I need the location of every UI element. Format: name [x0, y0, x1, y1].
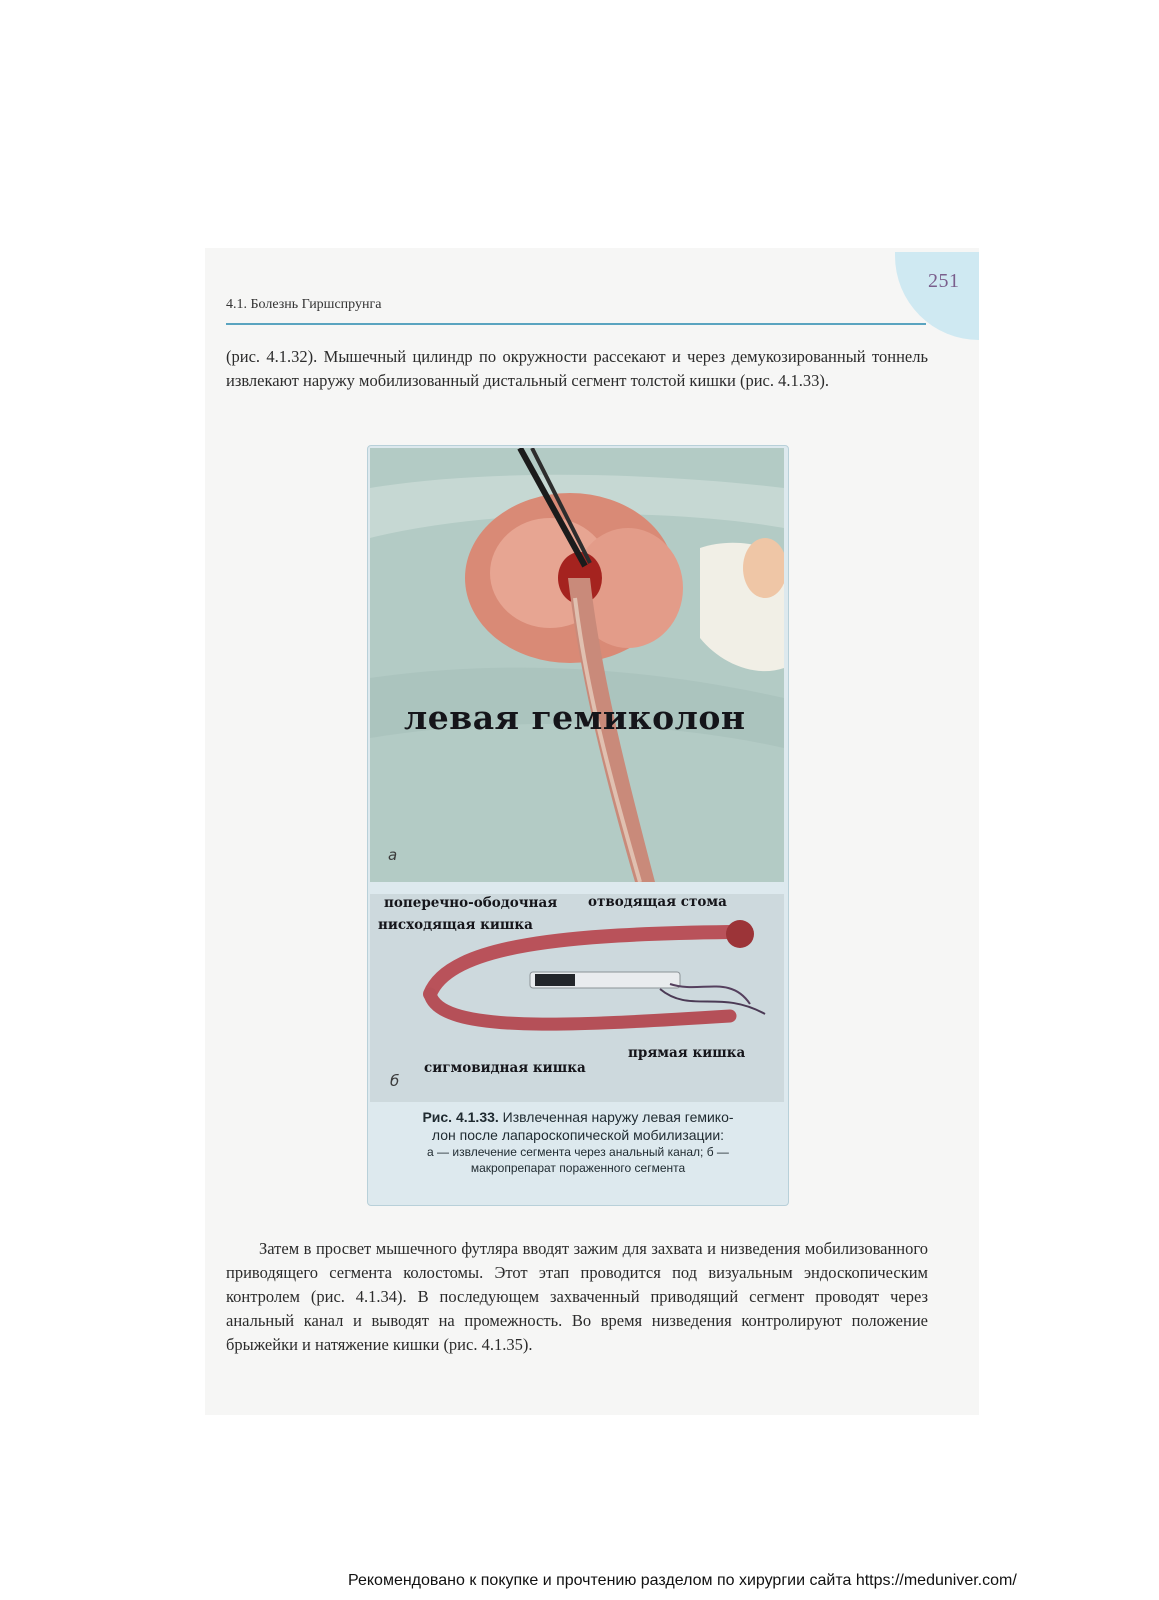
label-transverse-colon: поперечно-ободочная	[384, 895, 558, 911]
caption-line-4: макропрепарат пораженного сегмента	[470, 1161, 686, 1175]
header-rule	[226, 323, 926, 325]
overlay-label-left-hemicolon: левая гемиколон	[404, 698, 746, 737]
label-descending-colon: нисходящая кишка	[378, 917, 533, 933]
caption-line-2: лон после лапароскопической мобилизации:	[431, 1127, 725, 1143]
figure-4-1-33	[367, 445, 789, 1206]
footer-recommendation: Рекомендовано к покупке и прочтению разделом по хирургии сайта https://meduniver.com/	[348, 1572, 1017, 1589]
running-head: 4.1. Болезнь Гиршспрунга	[226, 297, 382, 312]
caption-line-1-text: Извлеченная наружу левая гемико-	[502, 1109, 734, 1125]
label-sigmoid-colon: сигмовидная кишка	[424, 1060, 586, 1076]
panel-letter-a: а	[388, 846, 398, 864]
caption-line-3: а — извлечение сегмента через анальный канал; б —	[427, 1145, 729, 1159]
photo-b-specimen	[370, 894, 784, 1102]
page-number: 251	[928, 270, 960, 292]
caption-line-1	[376, 1108, 780, 1126]
paragraph-intro: (рис. 4.1.32). Мышечный цилиндр по окружности рассекают и через демукозированный тоннель извлекают наружу мобилизованный дистальный сегмент толстой кишки (рис. 4.1.33).	[226, 347, 928, 390]
figure-caption	[376, 1108, 780, 1176]
photo-a-image	[370, 448, 784, 882]
caption-label: Рис. 4.1.33.	[422, 1109, 499, 1125]
photo-a-surgery	[370, 448, 784, 882]
paragraph-continuation: Затем в просвет мышечного футляра вводят зажим для захвата и низведения мобилизованного приводящего сегмента колостомы. Этот этап проводится под визуальным эндоскопическим контролем (рис. 4.1.34). В последующем захваченный приводящий сегмент проводят через анальный канал и выводят на промежность. Во время низведения контролируют положение брыжейки и натяжение кишки (рис. 4.1.35).	[226, 1239, 928, 1354]
label-rectum: прямая кишка	[628, 1045, 746, 1061]
panel-letter-b: б	[390, 1072, 400, 1090]
label-efferent-stoma: отводящая стома	[588, 894, 727, 910]
